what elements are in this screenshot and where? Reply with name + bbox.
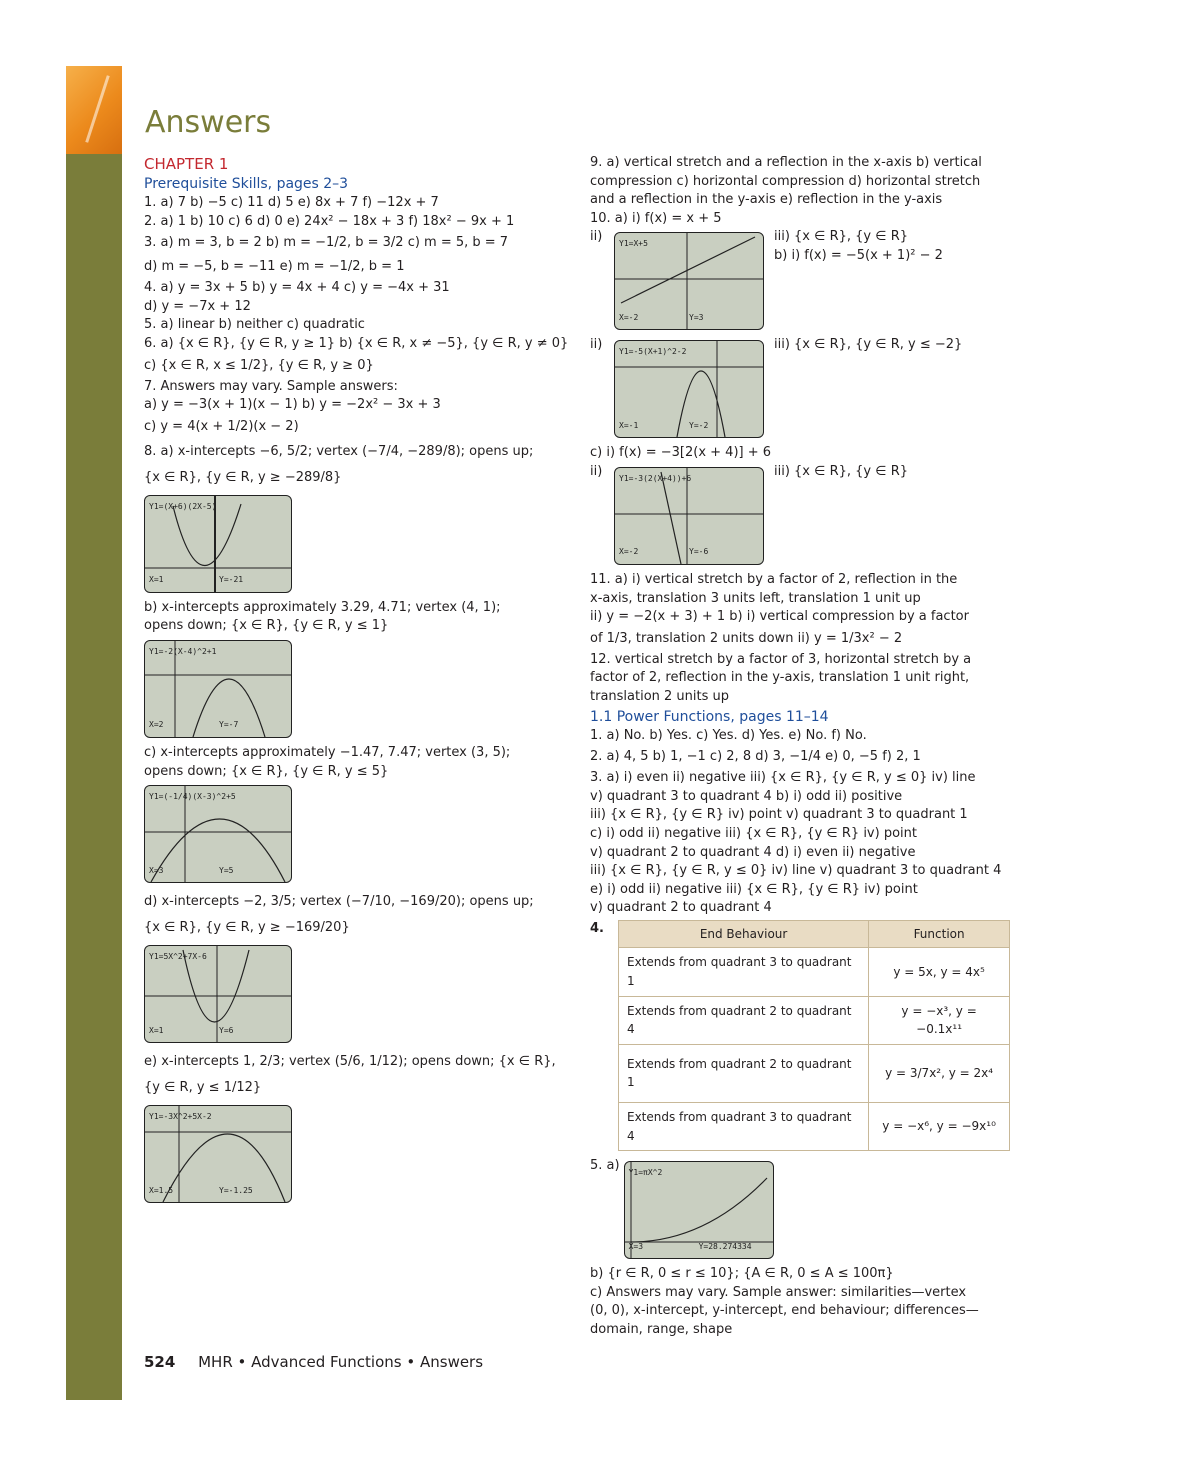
table-row bbox=[618, 1103, 1009, 1151]
answer-line: iii) {x ∈ R}, {y ∈ R} bbox=[774, 463, 909, 479]
table-cell: Extends from quadrant 3 to quadrant 1 bbox=[618, 948, 868, 996]
answer-line: iii) {x ∈ R}, {y ∈ R} bbox=[774, 229, 909, 245]
answer-line: 2. a) 4, 5 b) 1, −1 c) 2, 8 d) 3, −1/4 e) 0, −5 f) 2, 1 bbox=[590, 749, 921, 765]
calc-y-readout: Y=6 bbox=[219, 1025, 234, 1035]
graph-row-10c bbox=[590, 463, 1010, 571]
calc-equation: Y1=X+5 bbox=[619, 239, 648, 249]
calculator-screen-8a bbox=[144, 495, 292, 593]
calculator-screen-5a bbox=[624, 1161, 774, 1259]
calc-y-readout: Y=28.274334 bbox=[698, 1241, 752, 1251]
calc-equation: Y1=(X+6)(2X-5) bbox=[149, 501, 217, 511]
answer-line: 8. a) x-intercepts −6, 5/2; vertex (−7/4, −289/8); opens up; bbox=[144, 443, 534, 459]
table-row bbox=[618, 948, 1009, 996]
table-header-row bbox=[618, 920, 1009, 948]
answer-line: d) x-intercepts −2, 3/5; vertex (−7/10, −169/20); opens up; bbox=[144, 894, 534, 910]
table-cell: Extends from quadrant 3 to quadrant 4 bbox=[618, 1103, 868, 1151]
page-footer bbox=[144, 1353, 483, 1371]
calc-x-readout: X=-2 bbox=[619, 547, 639, 557]
calc-equation: Y1=-2(X-4)^2+1 bbox=[149, 646, 217, 656]
answer-line: 3. a) i) even ii) negative iii) {x ∈ R}, {y ∈ R, y ≤ 0} iv) line bbox=[590, 770, 976, 786]
calculator-screen-10c bbox=[614, 467, 764, 565]
answer-line: d) m = −5, b = −11 e) m = −1/2, b = 1 bbox=[144, 259, 405, 275]
table-cell: Extends from quadrant 2 to quadrant 1 bbox=[618, 1044, 868, 1102]
answer-line: b) x-intercepts approximately 3.29, 4.71; vertex (4, 1); bbox=[144, 599, 501, 615]
calc-x-readout: X=2 bbox=[149, 720, 164, 730]
answer-line: 7. Answers may vary. Sample answers: bbox=[144, 378, 398, 394]
calc-y-readout: Y=-6 bbox=[689, 547, 709, 557]
calculator-screen-8c bbox=[144, 785, 292, 883]
column-right bbox=[590, 154, 1010, 1340]
answer-line: b) i) f(x) = −5(x + 1)² − 2 bbox=[774, 247, 943, 263]
answer-line: x-axis, translation 3 units left, translation 1 unit up bbox=[590, 590, 921, 606]
answer-line: and a reflection in the y-axis e) reflection in the y-axis bbox=[590, 192, 943, 208]
answer-line: c) y = 4(x + 1/2)(x − 2) bbox=[144, 418, 299, 434]
answer-line: translation 2 units up bbox=[590, 688, 730, 704]
graph-notes bbox=[774, 463, 908, 482]
calc-x-readout: X=3 bbox=[628, 1241, 644, 1251]
answer-line: c) {x ∈ R, x ≤ 1/2}, {y ∈ R, y ≥ 0} bbox=[144, 357, 374, 373]
calc-equation: Y1=-3X^2+5X-2 bbox=[149, 1112, 212, 1122]
calc-x-readout: X=-2 bbox=[619, 312, 639, 322]
answer-line: c) i) f(x) = −3[2(x + 4)] + 6 bbox=[590, 445, 772, 461]
table-cell: y = 3/7x², y = 2x⁴ bbox=[869, 1044, 1010, 1102]
calculator-screen-8b bbox=[144, 640, 292, 738]
answer-line: c) Answers may vary. Sample answer: similarities—vertex bbox=[590, 1284, 967, 1300]
chapter-heading: CHAPTER 1 bbox=[144, 155, 229, 173]
answer-line: v) quadrant 3 to quadrant 4 b) i) odd ii) positive bbox=[590, 788, 903, 804]
table-header: Function bbox=[869, 920, 1010, 948]
table-header: End Behaviour bbox=[618, 920, 868, 948]
answer-line: opens down; {x ∈ R}, {y ∈ R, y ≤ 1} bbox=[144, 618, 389, 634]
calc-x-readout: X=1.5 bbox=[149, 1185, 174, 1195]
answer-line: 11. a) i) vertical stretch by a factor of 2, reflection in the bbox=[590, 571, 958, 587]
answer-line: 9. a) vertical stretch and a reflection in the x-axis b) vertical bbox=[590, 155, 982, 170]
calc-y-readout: Y=5 bbox=[219, 865, 234, 875]
answer-line: a) y = −3(x + 1)(x − 1) b) y = −2x² − 3x + 3 bbox=[144, 397, 441, 413]
calc-equation: Y1=(-1/4)(X-3)^2+5 bbox=[149, 792, 236, 802]
calc-y-readout: Y=-7 bbox=[219, 720, 239, 730]
graph-notes bbox=[774, 228, 943, 265]
calculator-screen-8e bbox=[144, 1105, 292, 1203]
answer-line: d) y = −7x + 12 bbox=[144, 298, 251, 314]
answer-line: 5. a) linear b) neither c) quadratic bbox=[144, 317, 365, 333]
answer-line: 2. a) 1 b) 10 c) 6 d) 0 e) 24x² − 18x + 3 f) 18x² − 9x + 1 bbox=[144, 213, 515, 229]
answer-line: (0, 0), x-intercept, y-intercept, end behaviour; differences— bbox=[590, 1303, 979, 1319]
answer-line: 6. a) {x ∈ R}, {y ∈ R, y ≥ 1} b) {x ∈ R, x ≠ −5}, {y ∈ R, y ≠ 0} bbox=[144, 335, 569, 351]
part-label: ii) bbox=[590, 229, 603, 245]
answer-line: v) quadrant 2 to quadrant 4 bbox=[590, 900, 772, 916]
table-row bbox=[618, 996, 1009, 1044]
calc-x-readout: X=1 bbox=[149, 575, 164, 585]
answer-line: compression c) horizontal compression d) horizontal stretch bbox=[590, 173, 981, 189]
calculator-screen-10a bbox=[614, 232, 764, 330]
section-heading: 1.1 Power Functions, pages 11–14 bbox=[590, 708, 829, 725]
answer-line: {x ∈ R}, {y ∈ R, y ≥ −169/20} bbox=[144, 920, 350, 936]
answer-line: of 1/3, translation 2 units down ii) y = 1/3x² − 2 bbox=[590, 630, 903, 646]
part-label: ii) bbox=[590, 337, 603, 353]
calc-equation: Y1=-3(2(X+4))+6 bbox=[619, 473, 692, 483]
answer-line: c) x-intercepts approximately −1.47, 7.47; vertex (3, 5); bbox=[144, 744, 511, 760]
answer-line: opens down; {x ∈ R}, {y ∈ R, y ≤ 5} bbox=[144, 763, 389, 779]
answer-line: 4. a) y = 3x + 5 b) y = 4x + 4 c) y = −4x + 31 bbox=[144, 280, 450, 296]
answer-line: 12. vertical stretch by a factor of 3, horizontal stretch by a bbox=[590, 651, 972, 667]
graph-row-10b bbox=[590, 336, 1010, 444]
answer-line: 1. a) 7 b) −5 c) 11 d) 5 e) 8x + 7 f) −12x + 7 bbox=[144, 195, 439, 210]
answer-line: c) i) odd ii) negative iii) {x ∈ R}, {y ∈ R} iv) point bbox=[590, 825, 917, 841]
answer-line: v) quadrant 2 to quadrant 4 d) i) even ii) negative bbox=[590, 844, 916, 860]
section-heading: Prerequisite Skills, pages 2–3 bbox=[144, 176, 349, 192]
answer-line: b) {r ∈ R, 0 ≤ r ≤ 10}; {A ∈ R, 0 ≤ A ≤ 100π} bbox=[590, 1266, 894, 1282]
calc-y-readout: Y=3 bbox=[689, 312, 704, 322]
answer-line: factor of 2, reflection in the y-axis, translation 1 unit right, bbox=[590, 670, 970, 686]
answer-line: iii) {x ∈ R}, {y ∈ R, y ≤ −2} bbox=[774, 337, 963, 353]
graph-notes bbox=[774, 336, 962, 355]
question-label: 5. a) bbox=[590, 1158, 620, 1174]
table-cell: Extends from quadrant 2 to quadrant 4 bbox=[618, 996, 868, 1044]
calc-y-readout: Y=-1.25 bbox=[219, 1185, 253, 1195]
answer-line: e) x-intercepts 1, 2/3; vertex (5/6, 1/12); opens down; {x ∈ R}, bbox=[144, 1054, 556, 1070]
answer-line: e) i) odd ii) negative iii) {x ∈ R}, {y ∈ R} iv) point bbox=[590, 881, 918, 897]
calc-equation: Y1=πX^2 bbox=[628, 1168, 663, 1178]
calculator-screen-10b bbox=[614, 340, 764, 438]
page-number: 524 bbox=[144, 1353, 176, 1371]
calc-y-readout: Y=-2 bbox=[689, 420, 709, 430]
graph-row-5a bbox=[590, 1157, 1010, 1265]
answer-line: 1. a) No. b) Yes. c) Yes. d) Yes. e) No. f) No. bbox=[590, 727, 867, 743]
table-row bbox=[618, 1044, 1009, 1102]
answer-line: iii) {x ∈ R}, {y ∈ R} iv) point v) quadrant 3 to quadrant 1 bbox=[590, 807, 968, 823]
side-band-photo bbox=[66, 66, 122, 154]
calc-equation: Y1=5X^2+7X-6 bbox=[149, 952, 207, 962]
calc-x-readout: X=3 bbox=[149, 865, 164, 875]
page-title: Answers bbox=[145, 105, 272, 140]
calc-equation: Y1=-5(X+1)^2-2 bbox=[619, 347, 687, 357]
calc-x-readout: X=-1 bbox=[619, 420, 639, 430]
calc-y-readout: Y=-21 bbox=[219, 575, 244, 585]
side-band bbox=[66, 66, 122, 1400]
table-row-4 bbox=[590, 920, 1010, 1151]
end-behaviour-table bbox=[618, 920, 1010, 1151]
table-cell: y = 5x, y = 4x⁵ bbox=[869, 948, 1010, 996]
table-cell: y = −x⁶, y = −9x¹⁰ bbox=[869, 1103, 1010, 1151]
calc-x-readout: X=1 bbox=[149, 1025, 164, 1035]
answer-line: {x ∈ R}, {y ∈ R, y ≥ −289/8} bbox=[144, 469, 342, 485]
answer-line: ii) y = −2(x + 3) + 1 b) i) vertical compression by a factor bbox=[590, 609, 969, 625]
footer-text: MHR • Advanced Functions • Answers bbox=[198, 1353, 484, 1371]
question-label: 4. bbox=[590, 920, 604, 936]
answer-line: 3. a) m = 3, b = 2 b) m = −1/2, b = 3/2 c) m = 5, b = 7 bbox=[144, 235, 509, 251]
graph-row-10a bbox=[590, 228, 1010, 336]
column-left bbox=[144, 154, 569, 1209]
answer-line: iii) {x ∈ R}, {y ∈ R, y ≤ 0} iv) line v) quadrant 3 to quadrant 4 bbox=[590, 863, 1002, 879]
answer-line: {y ∈ R, y ≤ 1/12} bbox=[144, 1080, 262, 1096]
calculator-screen-8d bbox=[144, 945, 292, 1043]
part-label: ii) bbox=[590, 463, 603, 479]
table-cell: y = −x³, y = −0.1x¹¹ bbox=[869, 996, 1010, 1044]
answer-line: domain, range, shape bbox=[590, 1322, 733, 1337]
answer-line: 10. a) i) f(x) = x + 5 bbox=[590, 210, 722, 226]
